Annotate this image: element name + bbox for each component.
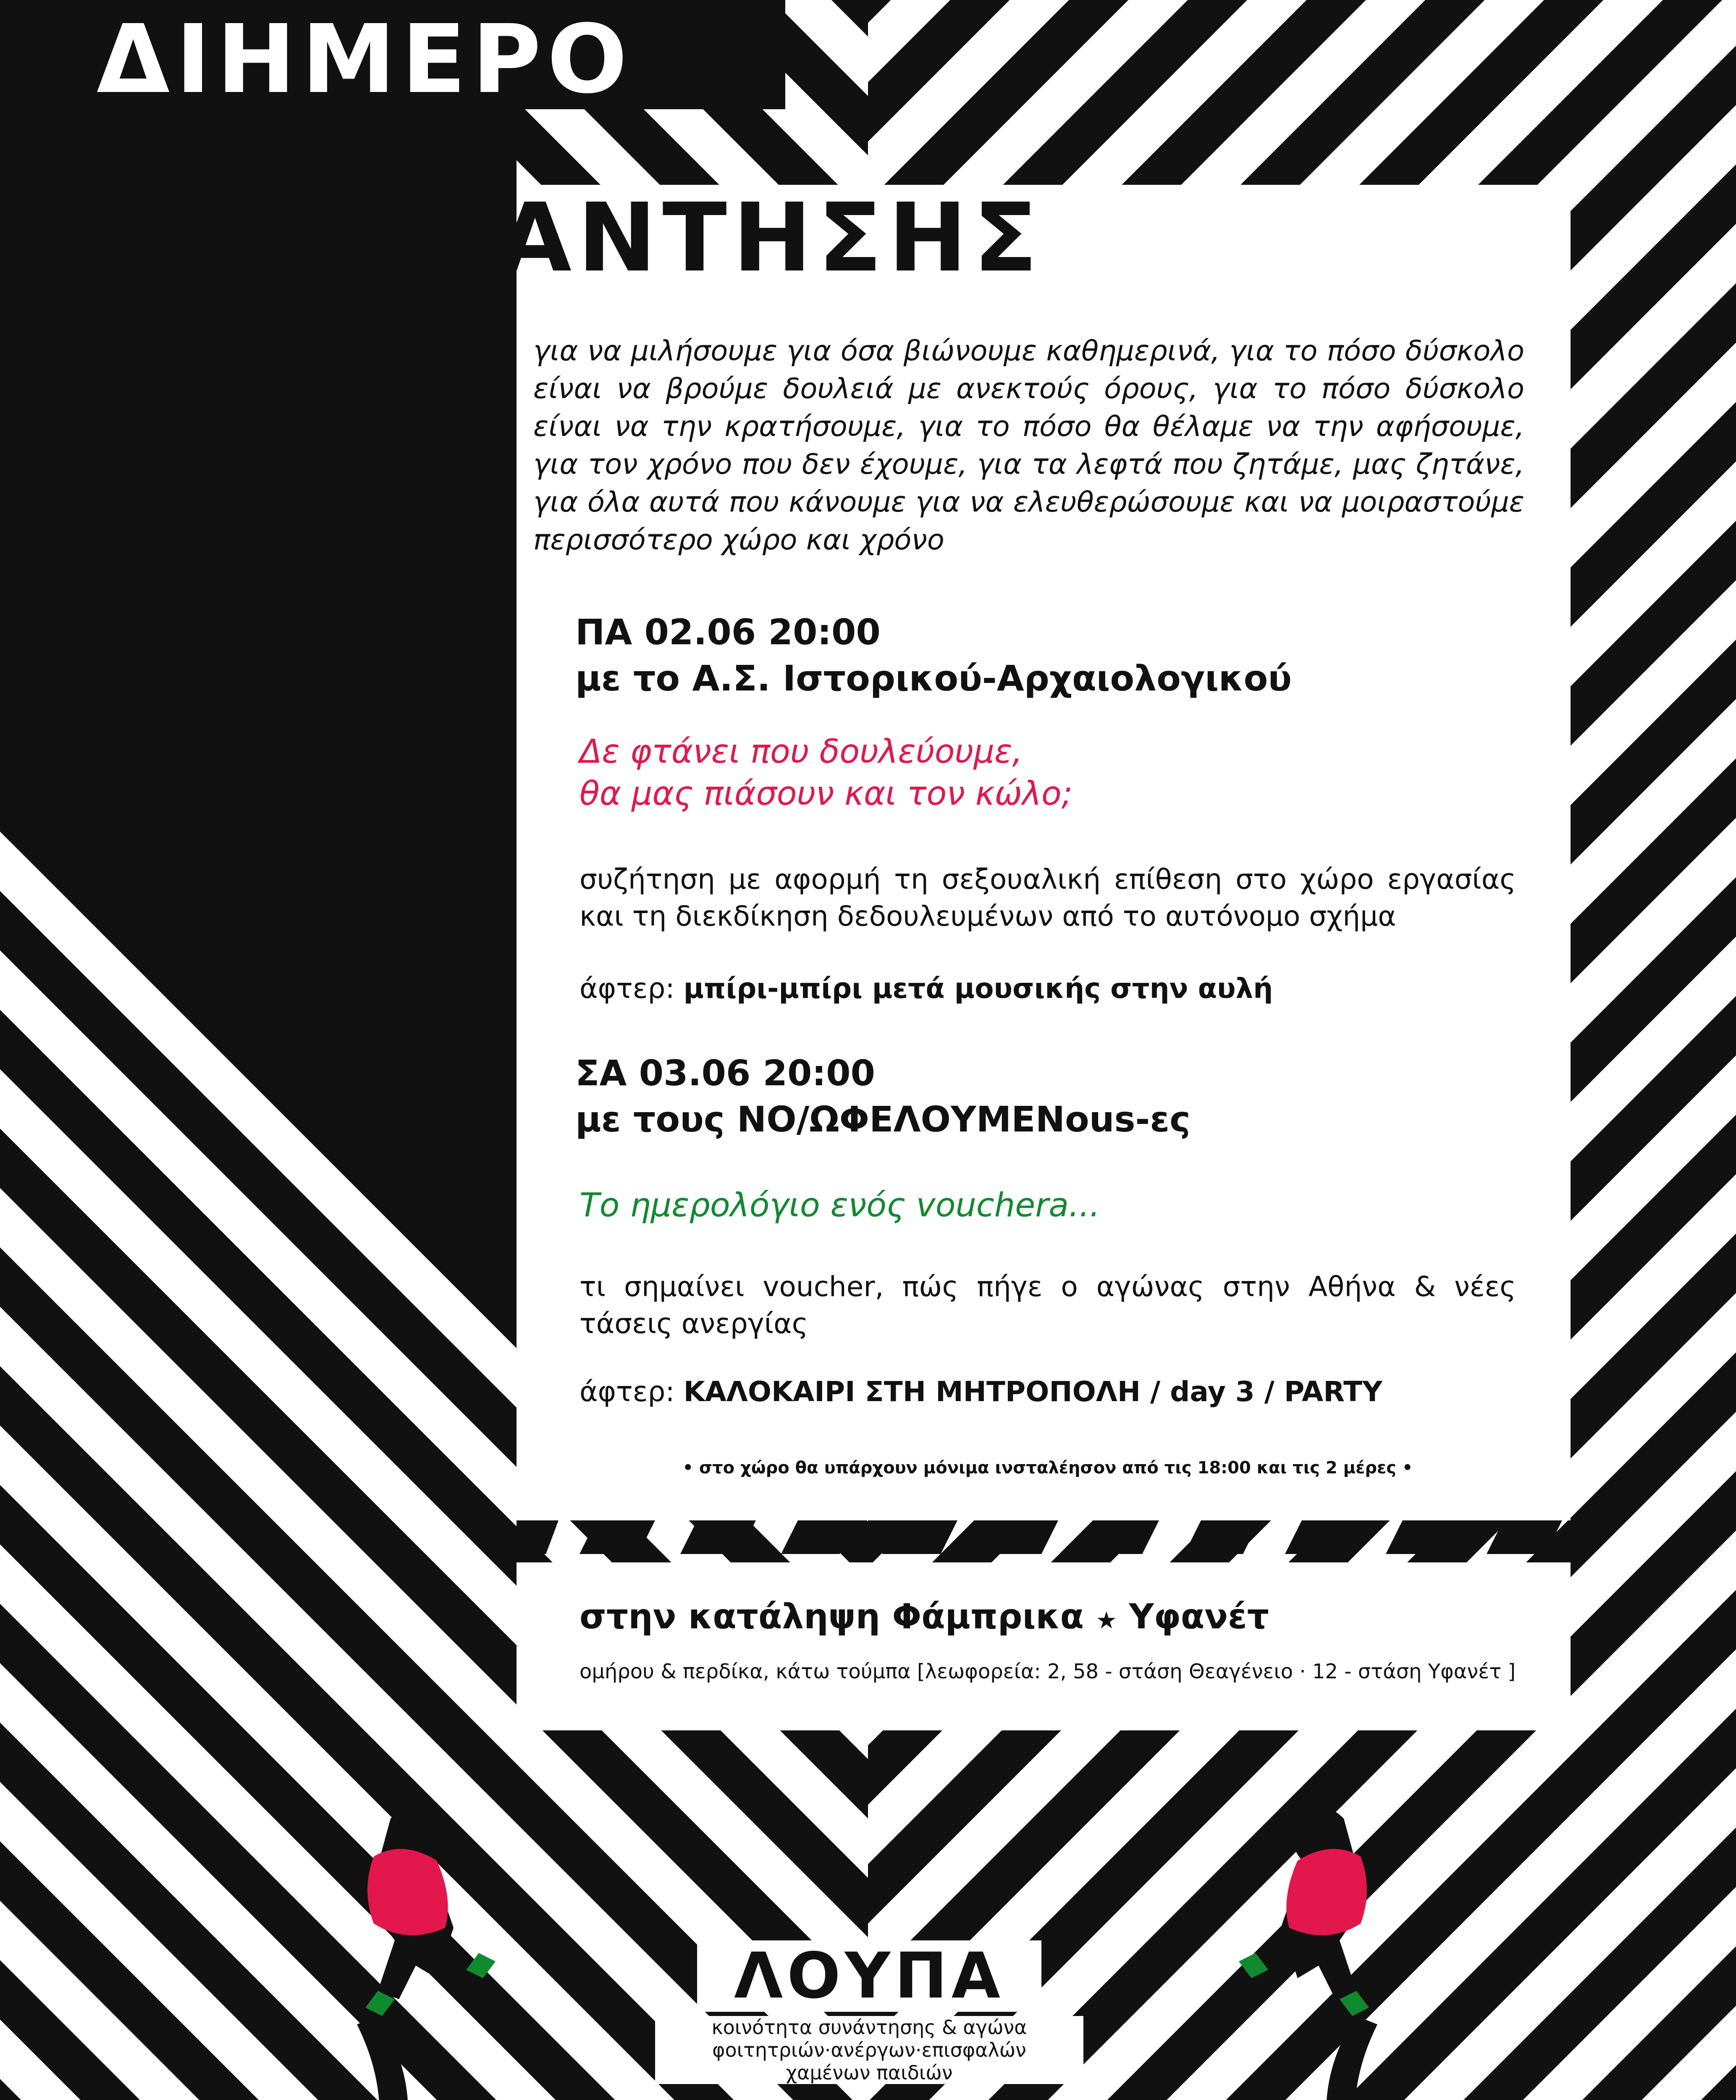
event1-subtitle-1: Δε φτάνει που δουλεύουμε,	[580, 733, 1023, 771]
event2-subtitle: Το ημερολόγιο ενός vouchera...	[580, 1186, 1100, 1224]
installation-note: • στο χώρο θα υπάρχουν μόνιμα ινσταλέησον από τις 18:00 και τις 2 μέρες •	[682, 1458, 1413, 1478]
event1-description: συζήτηση με αφορμή τη σεξουαλική επίθεση στο χώρο εργασίας και τη διεκδίκηση δεδουλευμένων από το αυτόνομο σχήμα	[580, 863, 1516, 932]
title-line-2: ΣΥΝΑΝΤΗΣΗΣ	[269, 183, 1044, 293]
event1-after-text: μπίρι-μπίρι μετά μουσικής στην αυλή	[683, 972, 1273, 1005]
event2-date: ΣΑ 03.06 20:00	[575, 1053, 875, 1094]
logo-name: ΛΟΥΠΑ	[697, 1940, 1041, 2012]
logo-tagline	[655, 2016, 1083, 2084]
event2-after	[580, 1373, 1382, 1410]
venue-name-pre: στην κατάληψη Φάμπρικα	[580, 1597, 1084, 1637]
event1-with: με το Α.Σ. Ιστορικού-Αρχαιολογικού	[575, 658, 1292, 699]
event2-with: με τους ΝΟ/ΩΦΕΛΟΥΜΕΝous-ες	[575, 1099, 1191, 1140]
logo-tagline-1: κοινότητα συνάντησης & αγώνα	[711, 2016, 1027, 2039]
event2-after-label: άφτερ:	[580, 1376, 675, 1408]
event1-after	[580, 970, 1273, 1007]
venue-name	[580, 1596, 1269, 1642]
star-icon: ★	[1096, 1607, 1117, 1634]
event1-after-label: άφτερ:	[580, 972, 675, 1005]
venue-address: ομήρου & περδίκα, κάτω τούμπα [λεωφορεία: 2, 58 - στάση Θεαγένειο · 12 - στάση Υφανέτ ]	[580, 1660, 1516, 1683]
logo-tagline-3: χαμένων παιδιών	[786, 2061, 953, 2084]
event2-description: τι σημαίνει voucher, πώς πήγε ο αγώνας στην Αθήνα & νέες τάσεις ανεργίας	[580, 1270, 1516, 1340]
intro-text: για να μιλήσουμε για όσα βιώνουμε καθημερινά, για το πόσο δύσκολο είναι να βρούμε δουλειά με ανεκτούς όρους, για το πόσο δύσκολο είναι να την κρατήσουμε, για το πόσο θα θέλαμε να την αφήσουμε, για τον χρόνο που δεν έχουμε, για τα λεφτά που ζητάμε, μας ζητάνε, για όλα αυτά που κάνουμε για να ελευθερώσουμε και να μοιραστούμε περισσότερο χώρο και χρόνο	[533, 334, 1524, 556]
venue-name-post: Υφανέτ	[1129, 1597, 1269, 1637]
event2-after-text: ΚΑΛΟΚΑΙΡΙ ΣΤΗ ΜΗΤΡΟΠΟΛΗ / day 3 / PARTY	[683, 1376, 1382, 1408]
title-line-1: ΔΙΗΜΕΡΟ	[97, 5, 633, 115]
event1-date: ΠΑ 02.06 20:00	[575, 612, 881, 653]
event1-subtitle-2: θα μας πιάσουν και τον κώλο;	[580, 775, 1073, 813]
logo-tagline-2: φοιτητριών·ανέργων·επισφαλών	[712, 2039, 1026, 2061]
